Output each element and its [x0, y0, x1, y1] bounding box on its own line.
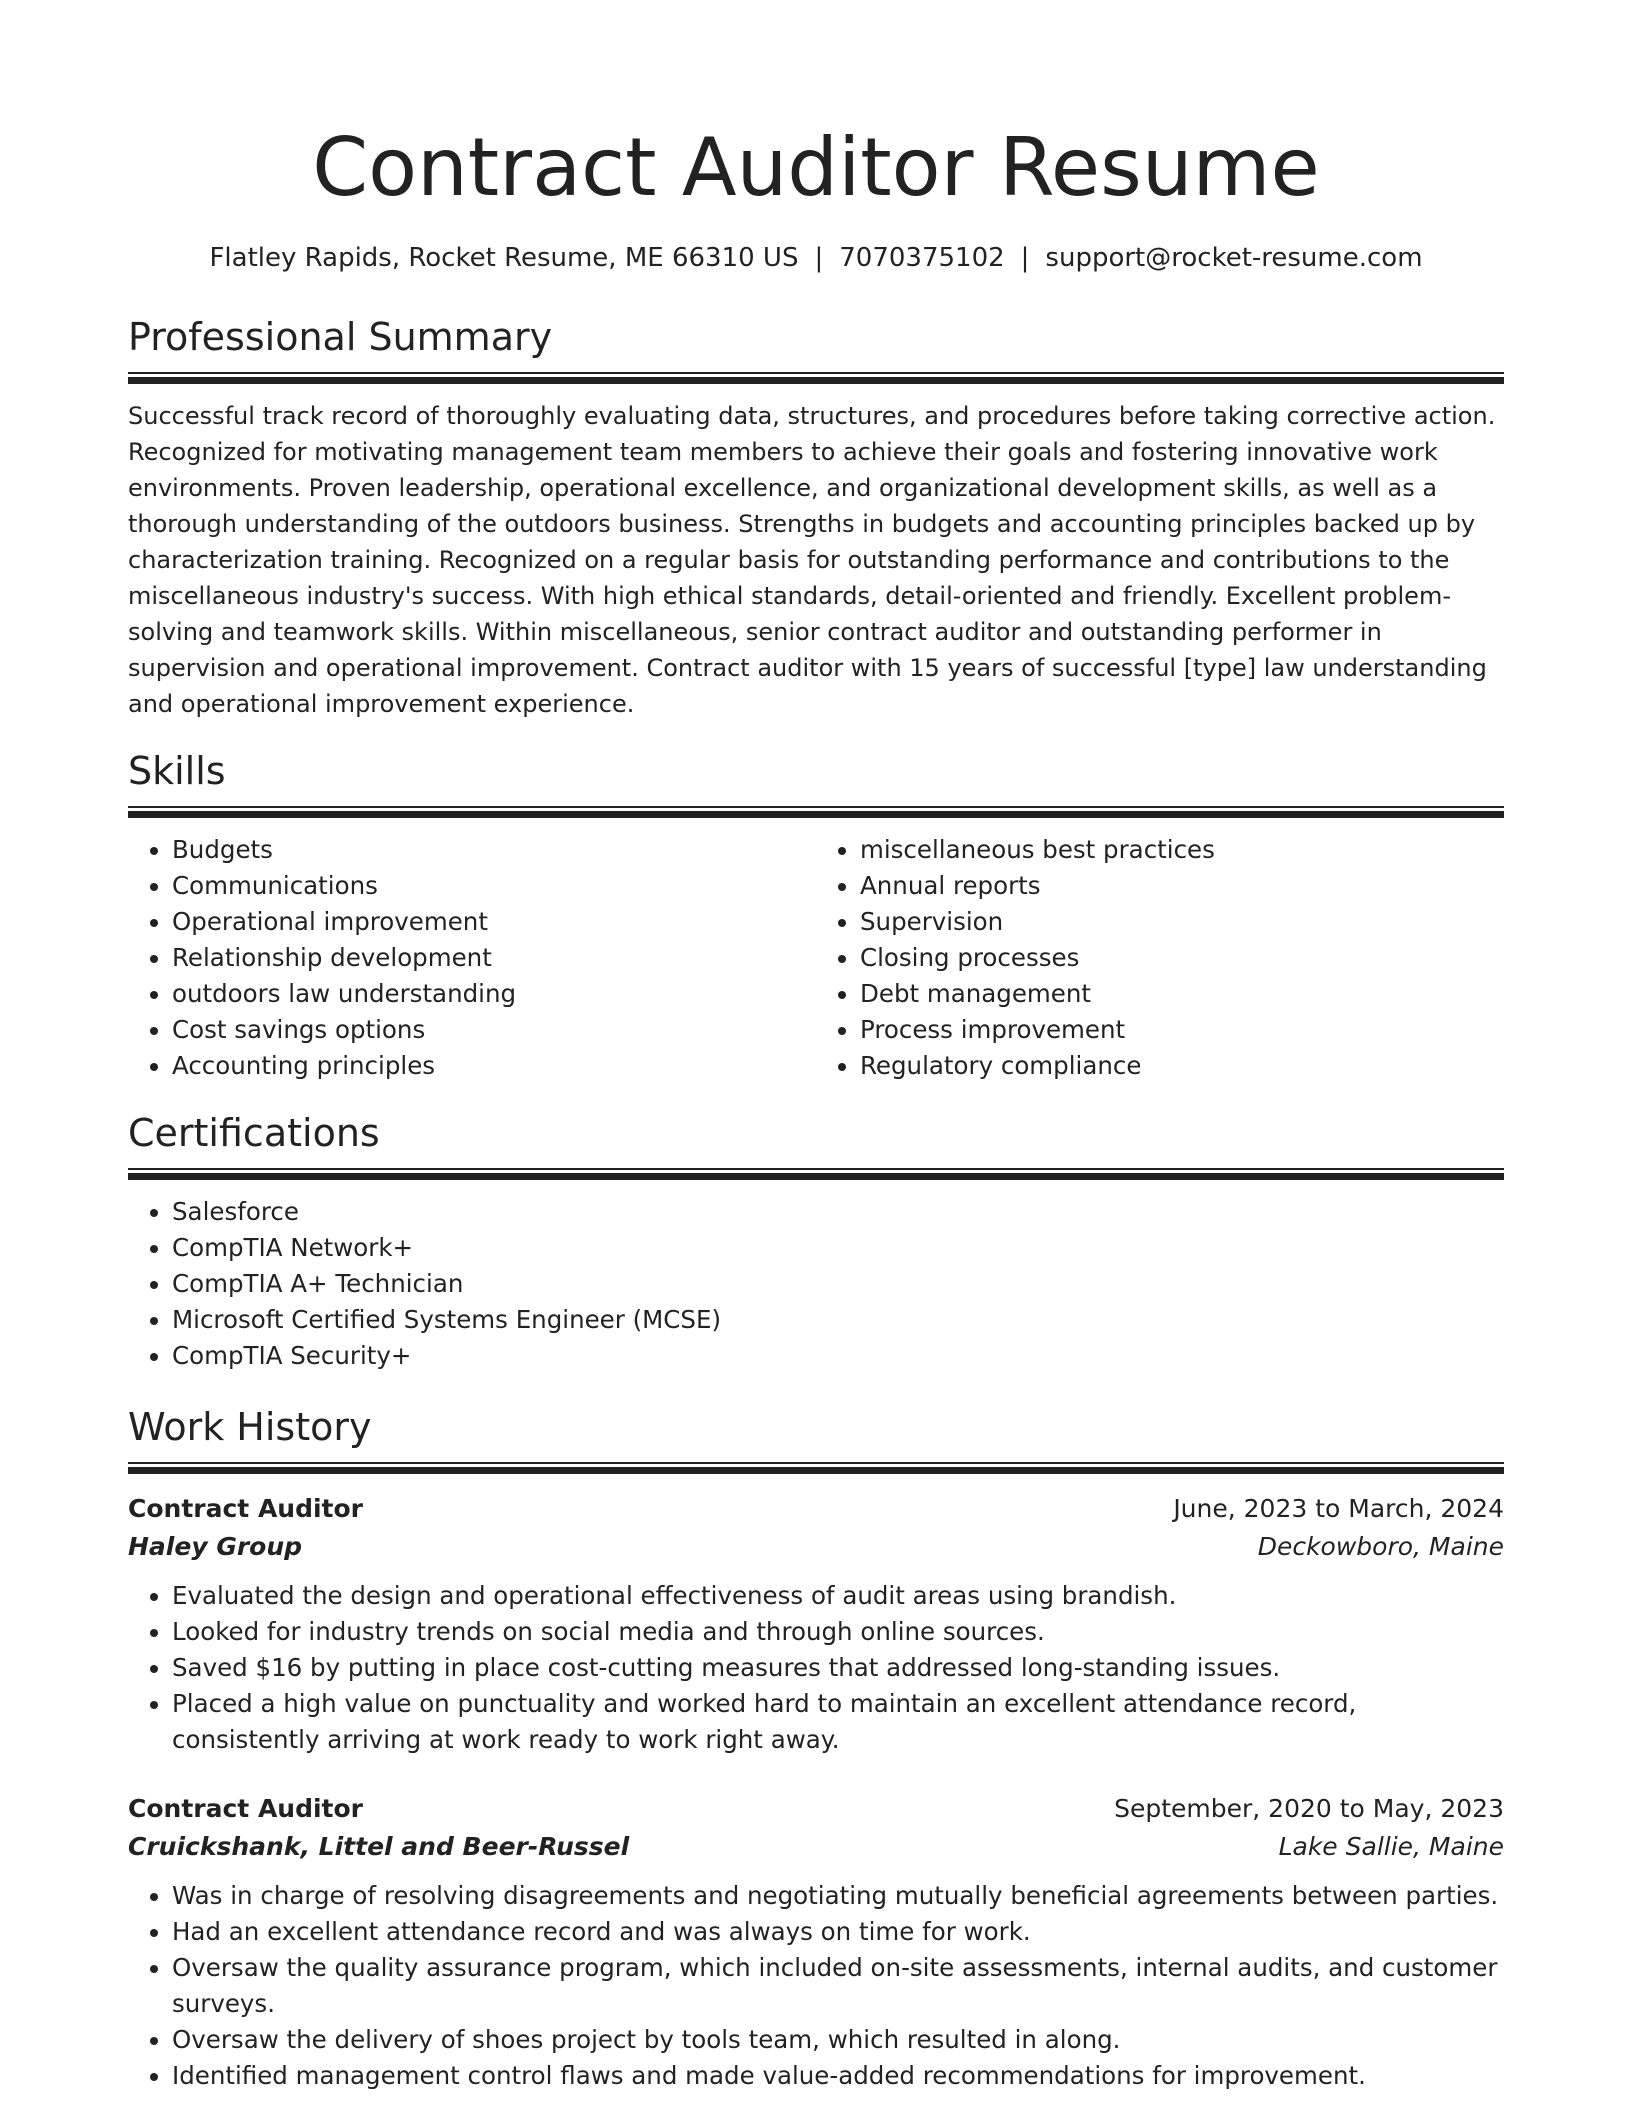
skill-item: • Communications — [172, 868, 816, 904]
job-dates: September, 2020 to May, 2023 — [1114, 1794, 1504, 1823]
job-role: Contract Auditor — [128, 1494, 364, 1523]
job-bullet: • Was in charge of resolving disagreements and negotiating mutually beneficial agreements between parties. — [172, 1878, 1504, 1914]
certification-item: • CompTIA Network+ — [172, 1230, 1504, 1266]
certifications-section — [128, 1110, 1504, 1374]
skills-section — [128, 748, 1504, 1084]
skill-item: • Budgets — [172, 832, 816, 868]
skill-item: • Process improvement — [860, 1012, 1504, 1048]
job-role: Contract Auditor — [128, 1794, 364, 1823]
contact-separator: | — [1020, 243, 1030, 273]
skill-item: • outdoors law understanding — [172, 976, 816, 1012]
job-bullets — [128, 1578, 1504, 1758]
job-bullet: • Placed a high value on punctuality and worked hard to maintain an excellent attendance record, consistently arriving at work ready to work right away. — [172, 1686, 1504, 1758]
section-divider — [128, 372, 1504, 384]
work-history-heading: Work History — [128, 1405, 372, 1449]
certifications-heading: Certifications — [128, 1111, 380, 1155]
job-company: Cruickshank, Littel and Beer-Russel — [128, 1832, 630, 1861]
job-header — [128, 1790, 1504, 1828]
job-bullet: • Oversaw the quality assurance program, which included on-site assessments, internal audits, and customer surveys. — [172, 1950, 1504, 2022]
certification-item: • Microsoft Certified Systems Engineer (MCSE) — [172, 1302, 1504, 1338]
skills-grid — [128, 832, 1504, 1084]
skills-list-right — [816, 832, 1504, 1084]
skill-item: • Relationship development — [172, 940, 816, 976]
job-bullet: • Identified management control flaws and made value-added recommendations for improvement. — [172, 2058, 1504, 2094]
skill-item: • Closing processes — [860, 940, 1504, 976]
section-divider — [128, 1462, 1504, 1474]
contact-separator: | — [814, 243, 824, 273]
skill-item: • Accounting principles — [172, 1048, 816, 1084]
job-company: Haley Group — [128, 1532, 303, 1561]
certification-item: • CompTIA Security+ — [172, 1338, 1504, 1374]
job-bullet: • Saved $16 by putting in place cost-cutting measures that addressed long-standing issues. — [172, 1650, 1504, 1686]
job-bullets — [128, 1878, 1504, 2094]
job-dates: June, 2023 to March, 2024 — [1173, 1494, 1504, 1523]
certifications-list — [128, 1194, 1504, 1374]
job-entry — [128, 1790, 1504, 2094]
skills-heading: Skills — [128, 749, 226, 793]
skill-item: • Operational improvement — [172, 904, 816, 940]
skill-item: • miscellaneous best practices — [860, 832, 1504, 868]
skill-item: • Supervision — [860, 904, 1504, 940]
skill-item: • Cost savings options — [172, 1012, 816, 1048]
job-location: Deckowboro, Maine — [1257, 1532, 1504, 1561]
job-subheader — [128, 1828, 1504, 1866]
skill-item: • Regulatory compliance — [860, 1048, 1504, 1084]
job-header — [128, 1490, 1504, 1528]
summary-heading: Professional Summary — [128, 315, 553, 359]
skill-item: • Annual reports — [860, 868, 1504, 904]
job-entry — [128, 1490, 1504, 1758]
section-divider — [128, 806, 1504, 818]
resume-title: Contract Auditor Resume — [312, 121, 1320, 214]
job-bullet: • Looked for industry trends on social media and through online sources. — [172, 1614, 1504, 1650]
contact-address: Flatley Rapids, Rocket Resume, ME 66310 US — [209, 243, 799, 273]
job-bullet: • Oversaw the delivery of shoes project by tools team, which resulted in along. — [172, 2022, 1504, 2058]
contact-email: support@rocket-resume.com — [1045, 243, 1423, 273]
certification-item: • CompTIA A+ Technician — [172, 1266, 1504, 1302]
certification-item: • Salesforce — [172, 1194, 1504, 1230]
job-bullet: • Had an excellent attendance record and was always on time for work. — [172, 1914, 1504, 1950]
work-history-section — [128, 1404, 1504, 2094]
skills-list-left — [128, 832, 816, 1084]
contact-line — [128, 242, 1504, 274]
section-divider — [128, 1168, 1504, 1180]
summary-text: Successful track record of thoroughly evaluating data, structures, and procedures before taking corrective action. Recognized for motivating management team members to achieve their goals and fostering innovative work environments. Proven leadership, operational excellence, and organizational development skills, as well as a thorough understanding of the outdoors business. Strengths in budgets and accounting principles backed up by characterization training. Recognized on a regular basis for outstanding performance and contributions to the miscellaneous industry's success. With high ethical standards, detail-oriented and friendly. Excellent problem-solving and teamwork skills. Within miscellaneous, senior contract auditor and outstanding performer in supervision and operational improvement. Contract auditor with 15 years of successful [type] law understanding and operational improvement experience. — [128, 402, 1496, 718]
job-subheader — [128, 1528, 1504, 1566]
job-bullet: • Evaluated the design and operational effectiveness of audit areas using brandish. — [172, 1578, 1504, 1614]
job-location: Lake Sallie, Maine — [1278, 1832, 1504, 1861]
contact-phone: 7070375102 — [839, 243, 1005, 273]
summary-section — [128, 314, 1504, 722]
skill-item: • Debt management — [860, 976, 1504, 1012]
